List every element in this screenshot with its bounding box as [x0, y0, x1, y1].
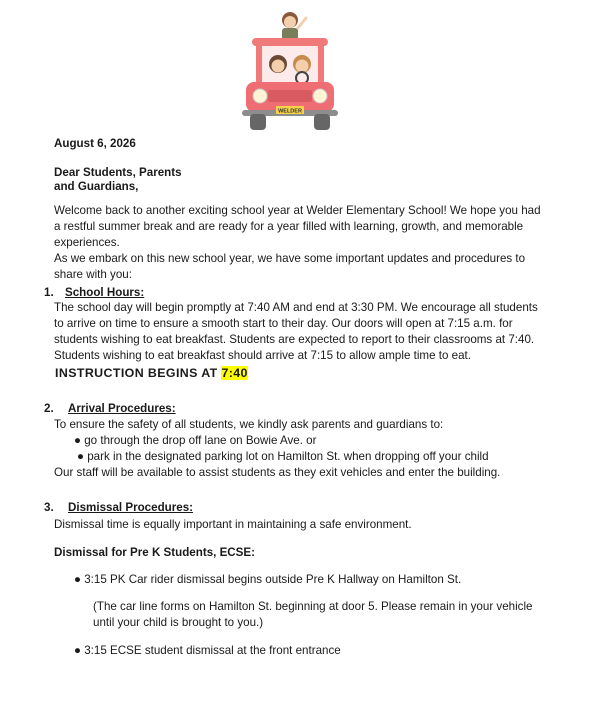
section-2-number: 2. — [44, 402, 54, 415]
dismissal-note-line-2: until your child is brought to you.) — [93, 616, 264, 629]
dismissal-intro: Dismissal time is equally important in maintaining a safe environment. — [54, 518, 412, 531]
intro-line-5: share with you: — [54, 268, 132, 281]
intro-line-4: As we embark on this new school year, we have some important updates and procedures to — [54, 252, 526, 265]
letter-date: August 6, 2026 — [54, 137, 136, 150]
section-2-title: Arrival Procedures: — [68, 402, 176, 415]
intro-line-1: Welcome back to another exciting school year at Welder Elementary School! We hope you had — [54, 204, 541, 217]
section-1-title: School Hours: — [65, 286, 145, 299]
intro-line-2: a restful summer break and are ready for a year filled with learning, growth, and memorable — [54, 220, 524, 233]
section-3-number: 3. — [44, 501, 54, 514]
arrival-bullet-1: ● go through the drop off lane on Bowie Ave. or — [74, 434, 317, 447]
instruction-label: INSTRUCTION BEGINS AT — [55, 366, 222, 380]
hours-line-4: Students wishing to eat breakfast should arrive at 7:15 to allow ample time to eat. — [54, 349, 471, 362]
dismissal-bullet-2: ● 3:15 ECSE student dismissal at the front entrance — [74, 644, 341, 657]
intro-line-3: experiences. — [54, 236, 120, 249]
instruction-time: 7:40 — [221, 366, 248, 380]
dismissal-note-line-1: (The car line forms on Hamilton St. beginning at door 5. Please remain in your vehicle — [93, 600, 533, 613]
arrival-intro: To ensure the safety of all students, we kindly ask parents and guardians to: — [54, 418, 444, 431]
hours-line-1: The school day will begin promptly at 7:40 AM and end at 3:30 PM. We encourage all students — [54, 301, 538, 314]
arrival-bullet-2: ● park in the designated parking lot on Hamilton St. when dropping off your child — [77, 450, 489, 463]
section-3-title: Dismissal Procedures: — [68, 501, 194, 514]
dismissal-subheading: Dismissal for Pre K Students, ECSE: — [54, 546, 256, 559]
instruction-notice — [55, 366, 248, 380]
greeting-line-2: and Guardians, — [54, 180, 139, 193]
arrival-closing: Our staff will be available to assist students as they exit vehicles and enter the building. — [54, 466, 501, 479]
greeting-line-1: Dear Students, Parents — [54, 166, 182, 179]
school-car-illustration — [238, 6, 342, 132]
svg-text:WELDER: WELDER — [278, 108, 302, 115]
dismissal-bullet-1: ● 3:15 PK Car rider dismissal begins outside Pre K Hallway on Hamilton St. — [74, 573, 462, 586]
hours-line-2: to arrive on time to ensure a smooth start to their day. Our doors will open at 7:15 a.m. for — [54, 317, 513, 330]
section-1-number: 1. — [44, 286, 54, 299]
hours-line-3: students wishing to eat breakfast. Students are expected to report to their classrooms at 7:40. — [54, 333, 535, 346]
